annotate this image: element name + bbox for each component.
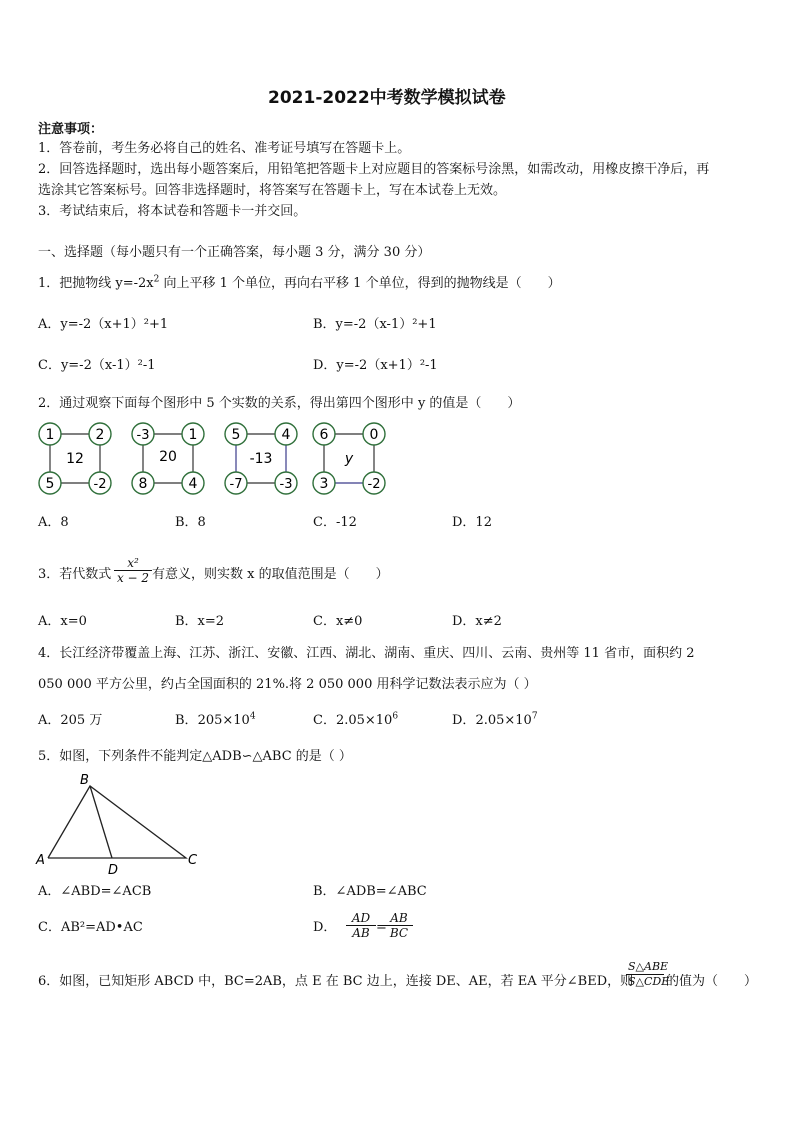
q5-option-d-label: D．: [313, 920, 337, 935]
q4-line-1: 4．长江经济带覆盖上海、江苏、浙江、安徽、江西、湖北、湖南、重庆、四川、云南、贵州等 11 省市，面积约 2: [38, 646, 695, 661]
q2-f1-br: -2: [93, 477, 107, 492]
q2-figures: [30, 418, 400, 500]
q2-option-b: B．8: [175, 515, 206, 530]
section-heading: 一、选择题（每小题只有一个正确答案，每小题 3 分，满分 30 分）: [38, 245, 431, 260]
q4-option-c: C．$2.05\times 10^6$: [313, 711, 399, 728]
q2-option-d: D．12: [452, 515, 492, 530]
q3-option-b: B．x=2: [175, 614, 225, 629]
q2-f3-tr: 4: [281, 427, 291, 443]
q3-option-d: D．x≠2: [452, 614, 502, 629]
notice-item-3: 3．考试结束后，将本试卷和答题卡一并交回。: [38, 204, 307, 219]
q5-d-fraction-2: $\frac{AB}{BC}$: [385, 911, 413, 940]
q2-option-c: C．-12: [313, 515, 357, 530]
q2-f2-tr: 1: [188, 427, 198, 443]
q2-f3-br: -3: [279, 477, 293, 492]
q5-d-equals: =: [376, 920, 387, 935]
q2-f4-bl: 3: [319, 476, 329, 492]
q2-f1-bl: 5: [45, 476, 55, 492]
q2-f2-tl: -3: [136, 428, 150, 443]
q5-label-a: A: [36, 853, 45, 868]
q5-label-c: C: [188, 853, 198, 868]
q5-option-c: C．AB²=AD•AC: [38, 920, 143, 935]
q6-fraction: S△ABE S△CDE: [628, 960, 670, 988]
q4-option-b: B．$205\times 10^4$: [175, 711, 256, 728]
q2-f4-center: y: [344, 451, 354, 467]
q5-option-b: B．∠ADB=∠ABC: [313, 884, 427, 899]
q2-f3-center: -13: [249, 451, 273, 467]
q5-label-b: B: [80, 773, 89, 788]
notice-item-2-cont: 选涂其它答案标号。回答非选择题时，将答案写在答题卡上，写在本试卷上无效。: [38, 183, 507, 198]
q1-stem: 1．把抛物线 $y=-2x^2$ 向上平移 1 个单位，再向右平移 1 个单位，得到的抛物线是（ ）: [38, 274, 561, 291]
q5-label-d: D: [108, 863, 119, 878]
q2-f4-tl: 6: [319, 427, 329, 443]
q2-f3-tl: 5: [231, 427, 241, 443]
q1-option-a: A．y=-2（x+1）²+1: [38, 317, 169, 332]
q2-figure-3: [225, 423, 297, 494]
q6-suffix: 的值为（ ）: [666, 974, 758, 989]
q2-f2-bl: 8: [138, 476, 148, 492]
q5-d-fraction-1: $\frac{AD}{AB}$: [346, 911, 376, 940]
q3-frac-den: x − 2: [116, 571, 150, 585]
q2-figure-1: [39, 423, 111, 494]
q2-stem: 2．通过观察下面每个图形中 5 个实数的关系，得出第四个图形中 y 的值是（ ）: [38, 396, 521, 411]
q2-figure-2: [132, 423, 204, 494]
q2-f4-tr: 0: [369, 427, 379, 443]
q3-fraction: [114, 556, 152, 585]
q2-f1-center: 12: [66, 451, 84, 467]
q3-prefix: 3．若代数式: [38, 567, 112, 582]
q1-option-d: D．y=-2（x+1）²-1: [313, 358, 438, 373]
q2-f3-bl: -7: [229, 477, 243, 492]
q5-triangle-figure: [34, 770, 206, 878]
notice-heading: 注意事项：: [38, 122, 104, 137]
q1-option-b: B．y=-2（x-1）²+1: [313, 317, 437, 332]
q2-f1-tr: 2: [95, 427, 105, 443]
q3-frac-num: x²: [114, 556, 152, 571]
q2-f1-tl: 1: [45, 427, 55, 443]
q4-option-a: A．205 万: [38, 713, 103, 728]
notice-item-1: 1．答卷前，考生务必将自己的姓名、准考证号填写在答题卡上。: [38, 141, 411, 156]
q1-option-c: C．y=-2（x-1）²-1: [38, 358, 156, 373]
page-title: 2021-2022中考数学模拟试卷: [268, 88, 506, 108]
q5-stem: 5．如图，下列条件不能判定△ADB∽△ABC 的是（ ）: [38, 749, 352, 764]
q2-f2-br: 4: [188, 476, 198, 492]
q4-option-d: D．$2.05\times 10^7$: [452, 711, 538, 728]
q3-option-c: C．x≠0: [313, 614, 363, 629]
q5-option-a: A．∠ABD=∠ACB: [38, 884, 152, 899]
q3-suffix: 有意义，则实数 x 的取值范围是（ ）: [152, 567, 389, 582]
q2-f2-center: 20: [159, 449, 177, 465]
q2-option-a: A．8: [38, 515, 69, 530]
notice-item-2: 2．回答选择题时，选出每小题答案后，用铅笔把答题卡上对应题目的答案标号涂黑，如需改动，用橡皮擦干净后，再: [38, 162, 710, 177]
q3-option-a: A．x=0: [38, 614, 87, 629]
q2-figure-4: [313, 423, 385, 494]
q6-stem: 6．如图，已知矩形 ABCD 中，BC=2AB，点 E 在 BC 边上，连接 DE、AE，若 EA 平分∠BED，则: [38, 974, 634, 989]
q2-f4-br: -2: [367, 477, 381, 492]
q4-line-2: 050 000 平方公里，约占全国面积的 21%.将 2 050 000 用科学记数法表示应为（ ）: [38, 677, 537, 692]
